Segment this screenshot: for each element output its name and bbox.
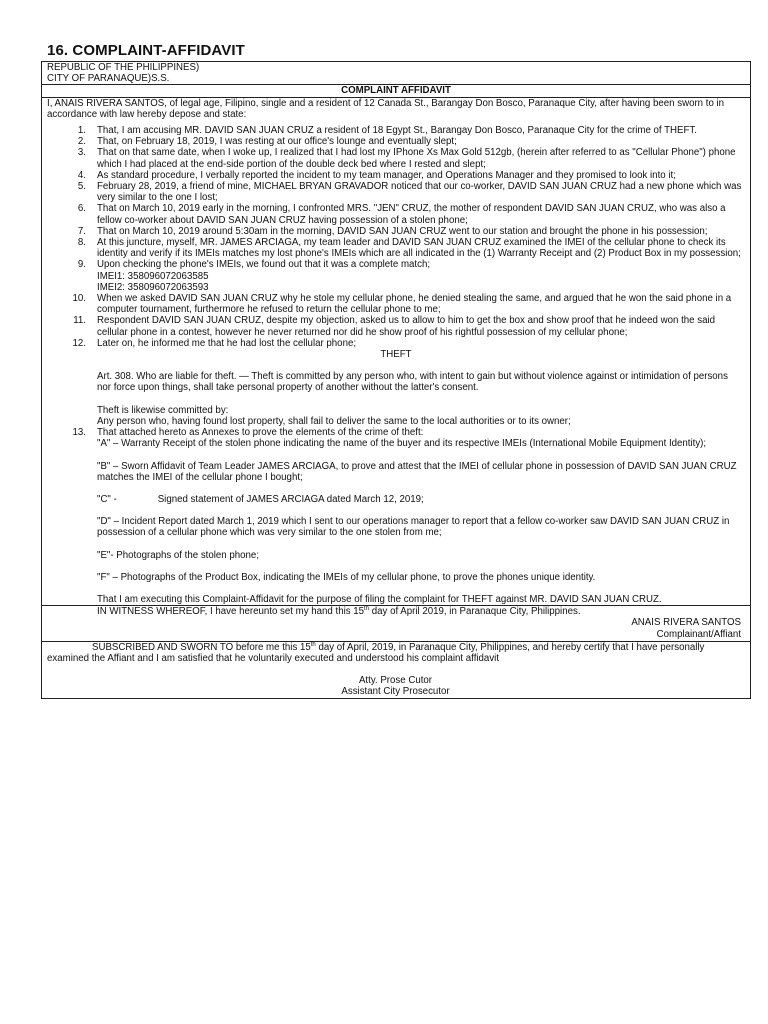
- caption-city: CITY OF PARANAQUE)S.S.: [47, 73, 170, 85]
- item-number: 13.: [72, 427, 86, 439]
- annex-text: Photographs of the stolen phone;: [116, 549, 260, 561]
- item-number: 8.: [77, 237, 86, 249]
- annex-text: Photographs of the Product Box, indicating the IMEIs of my cellular phone, to prove the phones unique identity.: [120, 571, 596, 583]
- annex-item: [97, 516, 744, 538]
- annex-text: Sworn Affidavit of Team Leader JAMES ARCIAGA, to prove and attest that the IMEI of cellular phone in possession of DAVID SAN JUAN CRUZ matches the IMEI of the cellular phone I bought;: [97, 460, 737, 483]
- annex-label: "E"-: [97, 549, 114, 561]
- allegation-item: [42, 147, 750, 169]
- allegation-item: [42, 338, 750, 349]
- allegation-item: [42, 293, 750, 315]
- allegation-item: [42, 181, 750, 203]
- item-text: As standard procedure, I verbally reported the incident to my team manager, and Operations Manager and they promised to look into it;: [97, 169, 676, 181]
- law-heading: THEFT: [380, 349, 412, 361]
- allegation-item: [42, 203, 750, 225]
- item-number: 9.: [77, 259, 86, 271]
- witness-block: [42, 606, 750, 642]
- page-title: 16. COMPLAINT-AFFIDAVIT: [47, 42, 245, 59]
- imei-2: IMEI2: 358096072063593: [97, 281, 209, 293]
- item-number: 11.: [73, 315, 86, 327]
- allegations-list: [42, 125, 750, 349]
- art-308-text: Art. 308. Who are liable for theft. — Theft is committed by any person who, with intent to gain but without violence against or intimidation of persons nor force upon things, shall take personal property of another without the latter's consent.: [97, 371, 728, 394]
- item-text: At this juncture, myself, MR. JAMES ARCIAGA, my team leader and DAVID SAN JUAN CRUZ examined the IMEI of the cellular phone to check its identity and verify if its IMEIs matches my lost phone's IMEIs which are all indicated in the (1) Warranty Receipt and (2) Product Box in my possession;: [97, 237, 741, 260]
- annex-item: [97, 494, 744, 505]
- allegation-item: [42, 237, 750, 259]
- closing-statement: That I am executing this Complaint-Affidavit for the purpose of filing the complaint for THEFT against MR. DAVID SAN JUAN CRUZ.: [97, 593, 662, 605]
- affidavit-body: [42, 98, 750, 607]
- allegation-item: [42, 170, 750, 181]
- item-number: 10.: [72, 293, 86, 305]
- annex-label: "D" –: [97, 516, 119, 528]
- item-text: When we asked DAVID SAN JUAN CRUZ why he stole my cellular phone, he denied stealing the same, and argued that he won the said phone in a computer tournament, furthermore he refused to return the cellular phone to me;: [97, 293, 732, 316]
- item-text: Later on, he informed me that he had lost the cellular phone;: [97, 337, 357, 349]
- annex-item: [97, 572, 744, 583]
- intro-paragraph: I, ANAIS RIVERA SANTOS, of legal age, Filipino, single and a resident of 12 Canada St., Barangay Don Bosco, Paranaque City, after having been sworn to in accordance with law hereby depose and state:: [47, 97, 725, 120]
- item-text: That attached hereto as Annexes to prove the elements of the crime of theft:: [97, 427, 424, 439]
- prosecutor-title: Assistant City Prosecutor: [341, 686, 450, 698]
- affiant-role: Complainant/Affiant: [656, 628, 741, 640]
- annex-item: [97, 550, 744, 561]
- jurat-block: [42, 642, 750, 698]
- item-text: That on March 10, 2019 early in the morning, I confronted MRS. "JEN" CRUZ, the mother of respondent DAVID SAN JUAN CRUZ, who was also a fellow co-worker about DAVID SAN JUAN CRUZ having possession of a stolen phone;: [97, 203, 726, 226]
- item-text: That on March 10, 2019 around 5:30am in the morning, DAVID SAN JUAN CRUZ went to our station and brought the phone in his possession;: [97, 225, 708, 237]
- allegation-item: [42, 136, 750, 147]
- witness-statement: IN WITNESS WHEREOF, I have hereunto set my hand this 15th day of April 2019, in Paranaque City, Philippines.: [97, 605, 581, 618]
- annex-label: "A" –: [97, 438, 119, 450]
- prosecutor-name: Atty. Prose Cutor: [358, 675, 433, 687]
- caption-republic: REPUBLIC OF THE PHILIPPINES): [47, 62, 200, 73]
- annex-label: "F" –: [97, 571, 118, 583]
- item-text: That on that same date, when I woke up, I realized that I had lost my IPhone Xs Max Gold 512gb, (herein after referred to as "Cellular Phone") phone which I had placed at the end-side portion of the double deck bed where I rested and slept;: [97, 147, 736, 170]
- item-number: 4.: [77, 169, 86, 181]
- annex-text: Incident Report dated March 1, 2019 which I sent to our operations manager to report that a fellow co-worker saw DAVID SAN JUAN CRUZ in possession of a cellular phone which was very similar to the one stolen from me;: [97, 516, 730, 539]
- annex-text: Signed statement of JAMES ARCIAGA dated March 12, 2019;: [157, 493, 424, 505]
- imei-1: IMEI1: 358096072063585: [97, 270, 209, 282]
- jurat-statement: SUBSCRIBED AND SWORN TO before me this 15th day of April, 2019, in Paranaque City, Philippines, and hereby certify that I have personally examined the Affiant and I am satisfied that he voluntarily executed and understood his complaint affidavit: [47, 641, 705, 664]
- item-number: 1.: [77, 125, 86, 137]
- annex-item: [97, 438, 744, 449]
- caption-block: [42, 62, 750, 85]
- item-number: 6.: [77, 203, 86, 215]
- item-number: 7.: [77, 225, 86, 237]
- affiant-name: ANAIS RIVERA SANTOS: [631, 617, 741, 629]
- allegation-item: [42, 125, 750, 136]
- allegation-item: [42, 259, 750, 293]
- allegation-item: [42, 226, 750, 237]
- likewise-item: Any person who, having found lost property, shall fail to deliver the same to the local authorities or to its owner;: [97, 415, 571, 427]
- item-text: That, I am accusing MR. DAVID SAN JUAN CRUZ a resident of 18 Egypt St., Barangay Don Bosco, Paranaque City for the crime of THEFT.: [97, 125, 697, 137]
- annex-text: Warranty Receipt of the stolen phone indicating the name of the buyer and its respective IMEIs (International Mobile Equipment Identity);: [121, 438, 707, 450]
- item-text: Upon checking the phone's IMEIs, we found out that it was a complete match;: [97, 259, 431, 271]
- item-number: 12.: [72, 337, 86, 349]
- allegation-item: [42, 315, 750, 337]
- likewise-text: Theft is likewise committed by:: [97, 404, 229, 416]
- annex-list: [42, 427, 750, 583]
- annex-item: [97, 461, 744, 483]
- item-text: February 28, 2019, a friend of mine, MICHAEL BRYAN GRAVADOR noticed that our co-worker, DAVID SAN JUAN CRUZ had a new phone which was very similar to the one I lost;: [97, 181, 742, 204]
- item-number: 5.: [77, 181, 86, 193]
- allegation-item: [42, 427, 750, 583]
- item-text: Respondent DAVID SAN JUAN CRUZ, despite my objection, asked us to allow to him to get the box and show proof that he indeed won the said cellular phone in a contest, however he never returned nor did he show proof of his rightful possession of my cellular phone;: [97, 315, 715, 338]
- item-text: That, on February 18, 2019, I was resting at our office's lounge and eventually slept;: [97, 136, 457, 148]
- affidavit-document: [41, 61, 751, 699]
- item-number: 3.: [77, 147, 86, 159]
- annex-label: "C" -: [97, 493, 117, 505]
- annex-label: "B" –: [97, 460, 119, 472]
- document-title: COMPLAINT AFFIDAVIT: [42, 85, 750, 97]
- item-number: 2.: [77, 136, 86, 148]
